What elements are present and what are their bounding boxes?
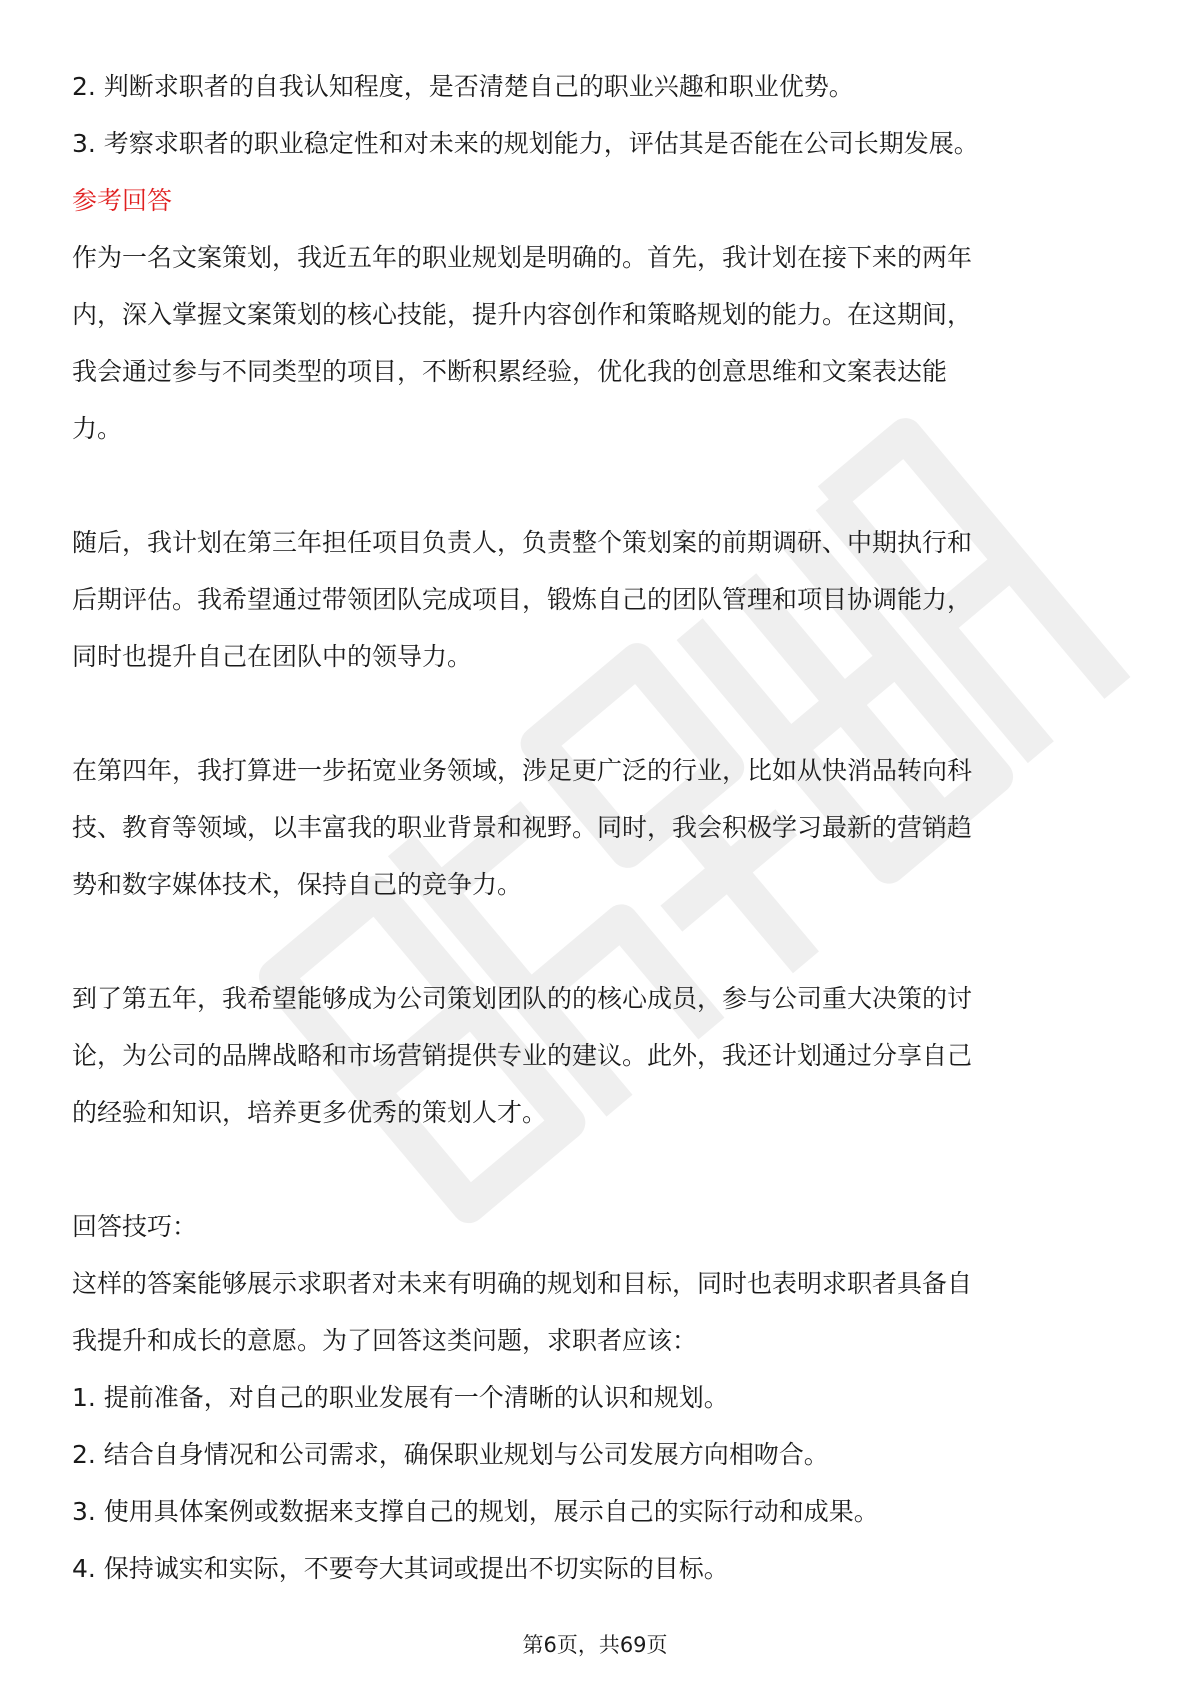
reference-paragraph-3 bbox=[72, 742, 1122, 913]
paragraph-spacer bbox=[72, 1141, 1122, 1198]
paragraph-line: 技、教育等领域，以丰富我的职业背景和视野。同时，我会积极学习最新的营销趋 bbox=[72, 813, 973, 842]
list-item: 2. 结合自身情况和公司需求，确保职业规划与公司发展方向相吻合。 bbox=[72, 1440, 829, 1469]
paragraph-line: 我提升和成长的意愿。为了回答这类问题，求职者应该： bbox=[72, 1326, 698, 1355]
paragraph-line: 我会通过参与不同类型的项目，不断积累经验，优化我的创意思维和文案表达能 bbox=[72, 357, 948, 386]
list-item: 4. 保持诚实和实际，不要夸大其词或提出不切实际的目标。 bbox=[72, 1554, 729, 1583]
paragraph-line: 随后，我计划在第三年担任项目负责人，负责整个策划案的前期调研、中期执行和 bbox=[72, 528, 973, 557]
tips-intro bbox=[72, 1255, 1122, 1369]
reference-paragraph-2 bbox=[72, 514, 1122, 685]
paragraph-spacer bbox=[72, 913, 1122, 970]
paragraph-spacer bbox=[72, 457, 1122, 514]
list-item: 3. 使用具体案例或数据来支撑自己的规划，展示自己的实际行动和成果。 bbox=[72, 1497, 879, 1526]
reference-paragraph-1 bbox=[72, 229, 1122, 457]
paragraph-spacer bbox=[72, 685, 1122, 742]
paragraph-line: 后期评估。我希望通过带领团队完成项目，锻炼自己的团队管理和项目协调能力， bbox=[72, 585, 973, 614]
document-page bbox=[72, 58, 1122, 1597]
list-item: 2. 判断求职者的自我认知程度，是否清楚自己的职业兴趣和职业优势。 bbox=[72, 72, 854, 101]
paragraph-line: 内，深入掌握文案策划的核心技能，提升内容创作和策略规划的能力。在这期间， bbox=[72, 300, 973, 329]
reference-paragraph-4 bbox=[72, 970, 1122, 1141]
paragraph-line: 论，为公司的品牌战略和市场营销提供专业的建议。此外，我还计划通过分享自己 bbox=[72, 1041, 973, 1070]
paragraph-line: 到了第五年，我希望能够成为公司策划团队的的核心成员，参与公司重大决策的讨 bbox=[72, 984, 973, 1013]
page-footer: 第6页，共69页 bbox=[522, 1633, 668, 1657]
paragraph-line: 势和数字媒体技术，保持自己的竞争力。 bbox=[72, 870, 523, 899]
paragraph-line: 的经验和知识，培养更多优秀的策划人才。 bbox=[72, 1098, 548, 1127]
paragraph-line: 力。 bbox=[72, 414, 123, 443]
tips-list bbox=[72, 1369, 1122, 1597]
paragraph-line: 这样的答案能够展示求职者对未来有明确的规划和目标，同时也表明求职者具备自 bbox=[72, 1269, 973, 1298]
paragraph-line: 作为一名文案策划，我近五年的职业规划是明确的。首先，我计划在接下来的两年 bbox=[72, 243, 973, 272]
reference-heading: 参考回答 bbox=[72, 186, 173, 215]
paragraph-line: 同时也提升自己在团队中的领导力。 bbox=[72, 642, 473, 671]
list-item: 3. 考察求职者的职业稳定性和对未来的规划能力，评估其是否能在公司长期发展。 bbox=[72, 129, 979, 158]
tips-heading: 回答技巧： bbox=[72, 1212, 198, 1241]
intro-list bbox=[72, 58, 1122, 172]
paragraph-line: 在第四年，我打算进一步拓宽业务领域，涉足更广泛的行业，比如从快消品转向科 bbox=[72, 756, 973, 785]
list-item: 1. 提前准备，对自己的职业发展有一个清晰的认识和规划。 bbox=[72, 1383, 729, 1412]
